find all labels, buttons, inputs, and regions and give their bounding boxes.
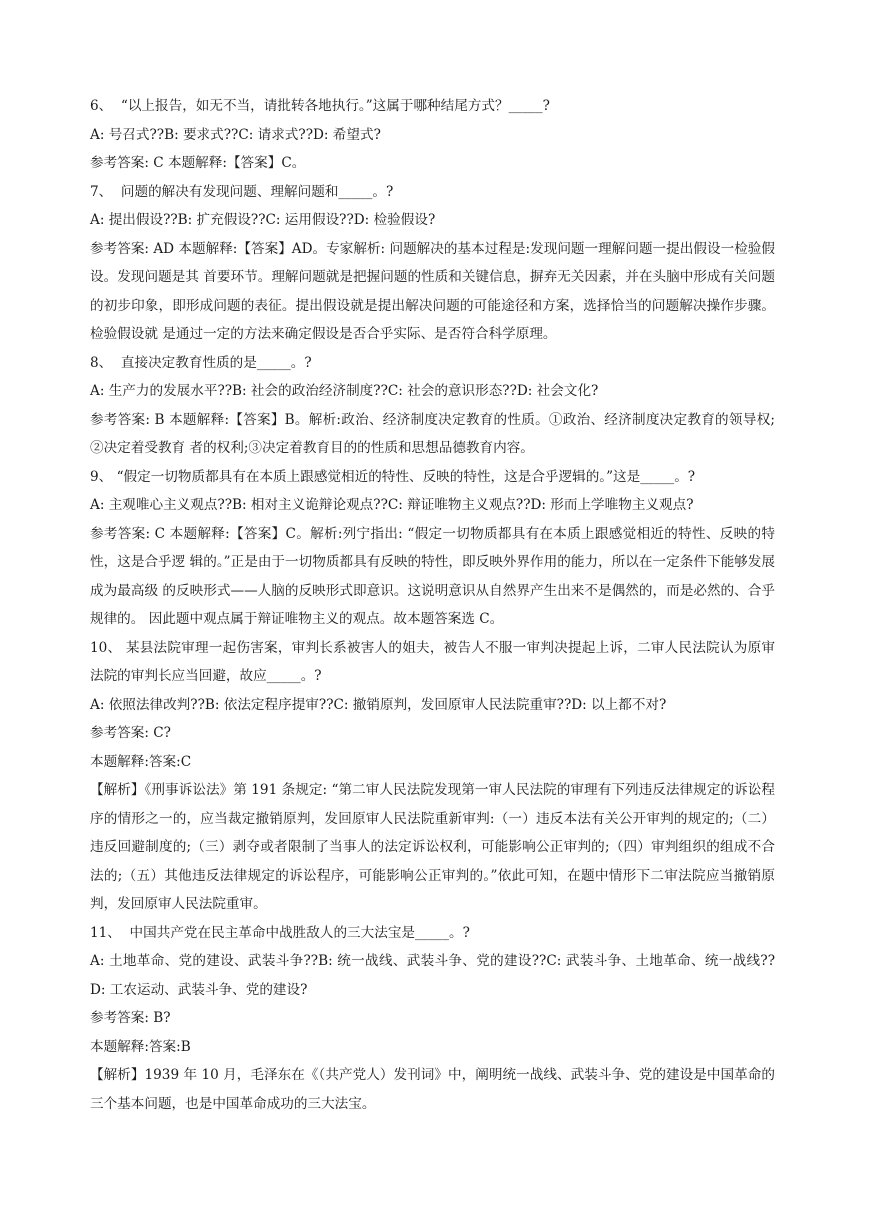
question-text: 7、 问题的解决有发现问题、理解问题和_____。? [90, 183, 394, 200]
question-text: 9、 “假定一切物质都具有在本质上跟感觉相近的特性、反映的特性，这是合乎逻辑的。”这是_____。? [90, 468, 696, 485]
answer-explanation: 参考答案: C 本题解释:【答案】C。解析:列宁指出: “假定一切物质都具有在本质上跟感觉相近的特性、反映的特性，这是合乎逻 辑的。”正是由于一切物质都具有反映的特性，即反映外界作用的能力，所以在一定条件下能够发展成为最高级 的反映形式——人脑的反映形式即意识。这说明意识从自然界产生出来不是偶然的，而是必然的、合乎规律的。 因此题中观点属于辩证唯物主义的观点。故本题答案选 C。 [90, 525, 775, 627]
explanation-body: 【解析】1939 年 10 月，毛泽东在《（共产党人）发刊词》中，阐明统一战线、武装斗争、党的建设是中国革命的三个基本问题，也是中国革命成功的三大法宝。 [90, 1067, 775, 1112]
question-text: 11、 中国共产党在民主革命中战胜敌人的三大法宝是_____。? [90, 924, 470, 941]
question-text: 8、 直接决定教育性质的是_____。? [90, 354, 312, 371]
question-options: A: 依照法律改判??B: 依法定程序提审??C: 撤销原判，发回原审人民法院重审??D: 以上都不对? [90, 696, 667, 713]
question-text: 6、 “以上报告，如无不当，请批转各地执行。”这属于哪种结尾方式？_____? [90, 98, 550, 114]
question-6 [90, 92, 775, 178]
question-11 [90, 919, 775, 1119]
answer-explanation: 参考答案: AD 本题解释:【答案】AD。专家解析: 问题解决的基本过程是:发现问题一理解问题一提出假设一检验假设。发现问题是其 首要环节。理解问题就是把握问题的性质和关键信息，摒弃无关因素，并在头脑中形成有关问题的初步印象，即形成问题的表征。提出假设就是提出解决问题的可能途径和方案，选择恰当的问题解决操作步骤。检验假设就 是通过一定的方法来确定假设是否合乎实际、是否符合科学原理。 [90, 240, 775, 342]
question-9 [90, 463, 775, 634]
explanation-head: 本题解释:答案:C [90, 753, 192, 770]
question-8 [90, 349, 775, 463]
question-text: 10、 某县法院审理一起伤害案，审判长系被害人的姐夫，被告人不服一审判决提起上诉，二审人民法院认为原审法院的审判长应当回避，故应_____。? [90, 639, 775, 684]
explanation-body: 【解析】《刑事诉讼法》第 191 条规定: “第二审人民法院发现第一审人民法院的审理有下列违反法律规定的诉讼程序的情形之一的，应当裁定撤销原判，发回原审人民法院重新审判:（一）违反本法有关公开审判的规定的;（二）违反回避制度的;（三）剥夺或者限制了当事人的法定诉讼权利，可能影响公正审判的;（四）审判组织的组成不合法的;（五）其他违反法律规定的诉讼程序，可能影响公正审判的。”依此可知，在题中情形下二审法院应当撤销原判，发回原审人民法院重审。 [90, 782, 775, 912]
answer-explanation: 参考答案: B 本题解释:【答案】B。解析:政治、经济制度决定教育的性质。①政治、经济制度决定教育的领导权;②决定着受教育 者的权利;③决定着教育目的的性质和思想品德教育内容。 [90, 411, 775, 456]
question-options: A: 主观唯心主义观点??B: 相对主义诡辩论观点??C: 辩证唯物主义观点??D: 形而上学唯物主义观点? [90, 497, 694, 513]
answer-explanation: 参考答案: C 本题解释:【答案】C。 [90, 155, 306, 171]
question-options: A: 提出假设??B: 扩充假设??C: 运用假设??D: 检验假设? [90, 212, 436, 228]
answer-line: 参考答案: B? [90, 1010, 171, 1026]
question-options: A: 号召式??B: 要求式??C: 请求式??D: 希望式? [90, 126, 381, 143]
answer-line: 参考答案: C? [90, 725, 171, 741]
question-10 [90, 634, 775, 919]
question-7 [90, 178, 775, 349]
document-page [90, 92, 775, 1118]
question-options: A: 土地革命、党的建设、武装斗争??B: 统一战线、武装斗争、党的建设??C: 武装斗争、土地革命、统一战线??D: 工农运动、武装斗争、党的建设? [90, 953, 775, 998]
question-options: A: 生产力的发展水平??B: 社会的政治经济制度??C: 社会的意识形态??D: 社会文化? [90, 383, 599, 399]
explanation-head: 本题解释:答案:B [90, 1038, 191, 1055]
